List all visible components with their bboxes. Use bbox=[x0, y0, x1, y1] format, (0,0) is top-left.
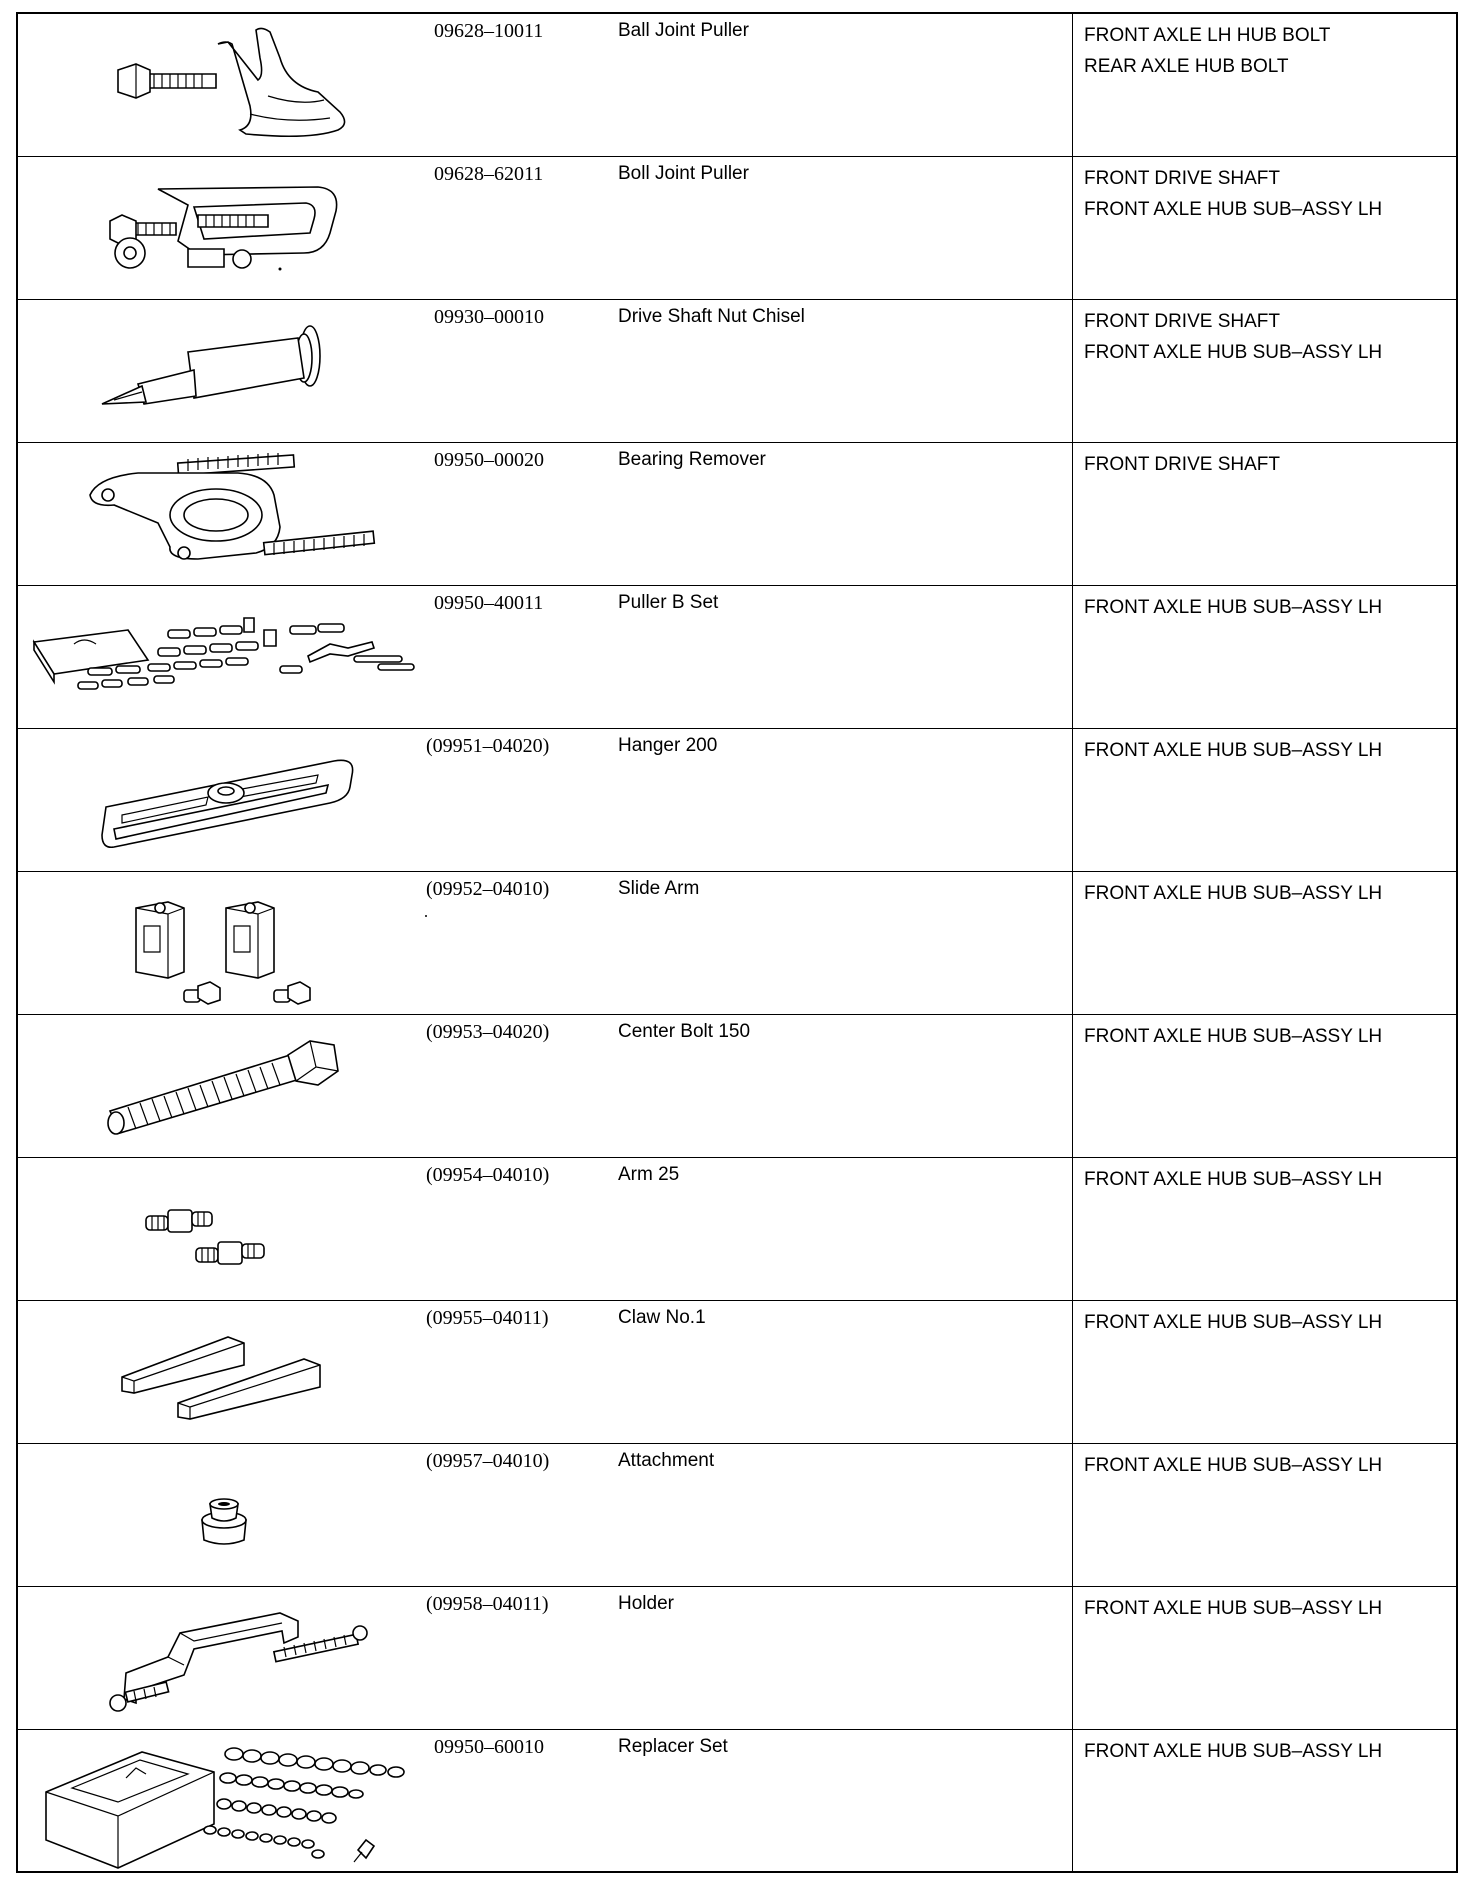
boll-joint-puller-icon bbox=[18, 157, 428, 300]
tool-name: Boll Joint Puller bbox=[618, 163, 749, 184]
part-number: 09950–60010 bbox=[434, 1736, 544, 1758]
used-for-item: FRONT AXLE LH HUB BOLT bbox=[1084, 25, 1331, 46]
drive-shaft-nut-chisel-icon bbox=[18, 300, 428, 443]
tool-row bbox=[18, 1444, 1456, 1587]
tool-name: Drive Shaft Nut Chisel bbox=[618, 306, 805, 327]
tool-name: Center Bolt 150 bbox=[618, 1021, 751, 1042]
tool-row bbox=[18, 1587, 1456, 1730]
tool-row bbox=[18, 1730, 1456, 1873]
part-number: (09953–04020) bbox=[426, 1021, 550, 1043]
attachment-icon bbox=[18, 1444, 428, 1587]
used-for-list bbox=[1084, 1736, 1454, 1767]
column-divider bbox=[1072, 14, 1073, 156]
arm-icon bbox=[18, 1158, 428, 1301]
puller-b-set-icon bbox=[18, 586, 428, 729]
tool-name: Attachment bbox=[618, 1450, 715, 1471]
column-divider bbox=[1072, 586, 1073, 728]
column-divider bbox=[1072, 443, 1073, 585]
tool-name: Arm 25 bbox=[618, 1164, 680, 1185]
holder-icon bbox=[18, 1587, 428, 1730]
part-number: 09628–62011 bbox=[434, 163, 544, 185]
used-for-list bbox=[1084, 735, 1454, 766]
part-number: (09958–04011) bbox=[426, 1593, 549, 1615]
column-divider bbox=[1072, 1730, 1073, 1873]
used-for-item: FRONT AXLE HUB SUB–ASSY LH bbox=[1084, 1455, 1383, 1476]
tool-name: Claw No.1 bbox=[618, 1307, 706, 1328]
part-number: (09955–04011) bbox=[426, 1307, 549, 1329]
tool-row bbox=[18, 157, 1456, 300]
part-number: (09952–04010) bbox=[426, 878, 550, 900]
used-for-item: FRONT AXLE HUB SUB–ASSY LH bbox=[1084, 199, 1383, 220]
tool-row bbox=[18, 443, 1456, 586]
used-for-item: REAR AXLE HUB BOLT bbox=[1084, 56, 1289, 77]
tool-name: Ball Joint Puller bbox=[618, 20, 749, 41]
tool-row bbox=[18, 586, 1456, 729]
used-for-item: FRONT AXLE HUB SUB–ASSY LH bbox=[1084, 1169, 1383, 1190]
tool-row bbox=[18, 729, 1456, 872]
used-for-item: FRONT AXLE HUB SUB–ASSY LH bbox=[1084, 342, 1383, 363]
tool-name: Replacer Set bbox=[618, 1736, 728, 1757]
bearing-remover-icon bbox=[18, 443, 428, 586]
used-for-list bbox=[1084, 1021, 1454, 1052]
used-for-list bbox=[1084, 1307, 1454, 1338]
column-divider bbox=[1072, 1015, 1073, 1157]
ball-joint-puller-icon bbox=[18, 14, 428, 157]
tool-name: Puller B Set bbox=[618, 592, 719, 613]
column-divider bbox=[1072, 729, 1073, 871]
used-for-list bbox=[1084, 163, 1454, 225]
used-for-item: FRONT DRIVE SHAFT bbox=[1084, 168, 1280, 189]
slide-arm-icon bbox=[18, 872, 428, 1015]
tool-name: Hanger 200 bbox=[618, 735, 718, 756]
tool-row bbox=[18, 1158, 1456, 1301]
part-number: 09950–40011 bbox=[434, 592, 544, 614]
used-for-item: FRONT AXLE HUB SUB–ASSY LH bbox=[1084, 597, 1383, 618]
used-for-list bbox=[1084, 1593, 1454, 1624]
tool-row bbox=[18, 1301, 1456, 1444]
column-divider bbox=[1072, 157, 1073, 299]
column-divider bbox=[1072, 1158, 1073, 1300]
tool-name: Bearing Remover bbox=[618, 449, 766, 470]
hanger-icon bbox=[18, 729, 428, 872]
used-for-list bbox=[1084, 1164, 1454, 1195]
column-divider bbox=[1072, 1301, 1073, 1443]
column-divider bbox=[1072, 872, 1073, 1014]
used-for-list bbox=[1084, 878, 1454, 909]
column-divider bbox=[1072, 300, 1073, 442]
part-number: 09930–00010 bbox=[434, 306, 544, 328]
used-for-list bbox=[1084, 20, 1454, 82]
replacer-set-icon bbox=[18, 1730, 428, 1873]
part-number: 09628–10011 bbox=[434, 20, 544, 42]
tool-name: Slide Arm bbox=[618, 878, 700, 899]
column-divider bbox=[1072, 1587, 1073, 1729]
tool-row bbox=[18, 14, 1456, 157]
tool-row bbox=[18, 300, 1456, 443]
part-number: 09950–00020 bbox=[434, 449, 544, 471]
used-for-item: FRONT AXLE HUB SUB–ASSY LH bbox=[1084, 1026, 1383, 1047]
used-for-list bbox=[1084, 449, 1454, 480]
column-divider bbox=[1072, 1444, 1073, 1586]
part-number: (09951–04020) bbox=[426, 735, 550, 757]
center-bolt-icon bbox=[18, 1015, 428, 1158]
used-for-item: FRONT AXLE HUB SUB–ASSY LH bbox=[1084, 1598, 1383, 1619]
used-for-list bbox=[1084, 592, 1454, 623]
used-for-list bbox=[1084, 306, 1454, 368]
used-for-item: FRONT DRIVE SHAFT bbox=[1084, 454, 1280, 475]
used-for-item: FRONT AXLE HUB SUB–ASSY LH bbox=[1084, 1741, 1383, 1762]
used-for-list bbox=[1084, 1450, 1454, 1481]
tool-row bbox=[18, 872, 1456, 1015]
part-number: (09954–04010) bbox=[426, 1164, 550, 1186]
used-for-item: FRONT DRIVE SHAFT bbox=[1084, 311, 1280, 332]
claw-icon bbox=[18, 1301, 428, 1444]
used-for-item: FRONT AXLE HUB SUB–ASSY LH bbox=[1084, 883, 1383, 904]
tool-row bbox=[18, 1015, 1456, 1158]
special-service-tools-table bbox=[16, 12, 1458, 1873]
part-number: (09957–04010) bbox=[426, 1450, 550, 1472]
used-for-item: FRONT AXLE HUB SUB–ASSY LH bbox=[1084, 740, 1383, 761]
tool-name: Holder bbox=[618, 1593, 674, 1614]
used-for-item: FRONT AXLE HUB SUB–ASSY LH bbox=[1084, 1312, 1383, 1333]
